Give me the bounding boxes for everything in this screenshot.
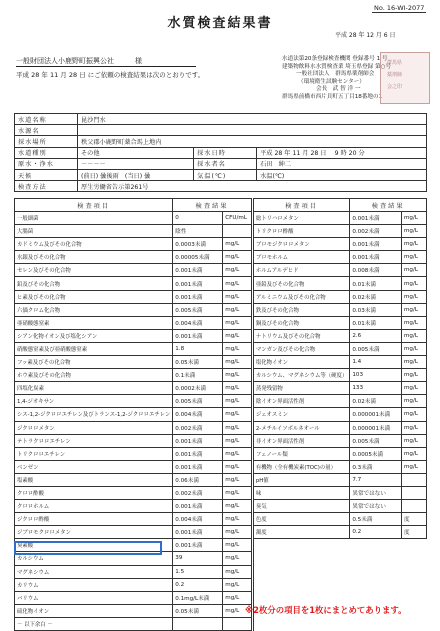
table-row (15, 225, 427, 238)
item-unit: mg/L (223, 591, 251, 604)
item-name: 臭素酸 (15, 539, 173, 552)
item-name: 亜鉛及びその化合物 (253, 277, 350, 290)
issuer-line: 群馬県前橋市西片貝町五丁目18番地の1 (282, 93, 383, 100)
info-value: 水温(℃) (257, 169, 427, 180)
table-row (15, 395, 427, 408)
table-row (15, 460, 427, 473)
item-value: 0.008未満 (350, 264, 402, 277)
item-unit: mg/L (223, 290, 251, 303)
item-name: バリウム (15, 591, 173, 604)
item-name: pH値 (253, 473, 350, 486)
issuer-line: 一般社団法人 群馬県薬剤師会 (296, 71, 375, 78)
item-unit: mg/L (401, 395, 426, 408)
item-value: 0.001未満 (350, 251, 402, 264)
results-header-row (15, 199, 427, 212)
item-name: ジブロモクロロメタン (15, 526, 173, 539)
item-name: クロロ酢酸 (15, 486, 173, 499)
item-unit: mg/L (223, 447, 251, 460)
item-value: 0.05未満 (173, 356, 223, 369)
info-value: その他 (78, 147, 194, 158)
table-row (15, 356, 427, 369)
item-name: 陰イオン界面活性剤 (253, 395, 350, 408)
official-seal: 群馬県 薬剤師 会之印 (380, 52, 430, 104)
item-value: 39 (173, 552, 223, 565)
issuer-line: 会長 武 智 洋 一 (316, 86, 361, 93)
item-unit: mg/L (223, 382, 251, 395)
item-name: 総トリハロメタン (253, 212, 350, 225)
issuer-line: 建築物飲料水水質検査業 埼玉県登録 第○号 (282, 63, 392, 70)
item-value: 0.02未満 (350, 290, 402, 303)
info-row (15, 147, 427, 158)
item-name: カリウム (15, 578, 173, 591)
issuer-line: 水道法第20条登録検査機関 登録番号 1 号 (282, 56, 388, 62)
item-name: カルシウム (15, 552, 173, 565)
info-label: 水道種別 (15, 147, 78, 158)
item-value: 0.004未満 (173, 316, 223, 329)
item-name: 1,4-ジオキサン (15, 395, 173, 408)
document-number: No. 16-WI-2077 (374, 4, 425, 12)
table-row (15, 486, 427, 499)
table-row (15, 290, 427, 303)
intro-text: 平成 28 年 11 月 28 日 にご依頼の検査結果は次のとおりです。 (16, 71, 205, 79)
item-unit: mg/L (401, 382, 426, 395)
item-value: 0.001未満 (173, 460, 223, 473)
item-unit: mg/L (223, 342, 251, 355)
item-unit: mg/L (223, 395, 251, 408)
info-row (15, 125, 427, 136)
item-name: ホルムアルデヒド (253, 264, 350, 277)
item-value: 0.001未満 (173, 277, 223, 290)
item-name: テトラクロロエチレン (15, 434, 173, 447)
item-unit (401, 500, 426, 513)
item-value: 1.8 (173, 342, 223, 355)
item-unit: mg/L (223, 251, 251, 264)
item-name: ヒ素及びその化合物 (15, 290, 173, 303)
info-label: 水源名 (15, 125, 78, 136)
item-name: カルシウム、マグネシウム等（硬度） (253, 369, 350, 382)
item-name: ホウ素及びその化合物 (15, 369, 173, 382)
item-unit: mg/L (401, 356, 426, 369)
item-value: 0.001未満 (173, 539, 223, 552)
item-name: トリクロロ酢酸 (253, 225, 350, 238)
item-name: 2-メチルイソボルネオール (253, 421, 350, 434)
item-unit: mg/L (401, 316, 426, 329)
item-unit: mg/L (401, 303, 426, 316)
item-value: 0.1mg/L未満 (173, 591, 223, 604)
item-unit: mg/L (223, 264, 251, 277)
item-unit: mg/L (401, 329, 426, 342)
item-value: 0.05未満 (173, 604, 223, 617)
item-unit: mg/L (223, 356, 251, 369)
item-value: 133 (350, 382, 402, 395)
item-value: 0.06未満 (173, 473, 223, 486)
table-row (15, 264, 427, 277)
info-label: 天候 (15, 169, 78, 180)
issue-date: 平成 28 年 12 月 6 日 (335, 32, 396, 39)
table-row (15, 421, 427, 434)
table-row (15, 526, 427, 539)
table-row (15, 513, 427, 526)
item-unit (223, 225, 251, 238)
item-name: マグネシウム (15, 565, 173, 578)
table-row (15, 617, 427, 630)
item-name: 蒸発残留物 (253, 382, 350, 395)
info-value: 昆沙門水 (78, 114, 427, 125)
item-unit: mg/L (223, 316, 251, 329)
item-value: 0.0002未満 (173, 382, 223, 395)
table-row (15, 369, 427, 382)
item-unit: mg/L (401, 408, 426, 421)
info-label: 原水・浄水 (15, 158, 78, 169)
item-unit: mg/L (223, 578, 251, 591)
results-table (14, 198, 427, 631)
item-unit: mg/L (401, 434, 426, 447)
item-value: 1.4 (350, 356, 402, 369)
info-value: (前日) 曇後雨 (当日) 曇 (78, 169, 194, 180)
item-name: 銅及びその化合物 (253, 316, 350, 329)
item-value: 0.0003未満 (173, 238, 223, 251)
item-name: 硫化物イオン (15, 604, 173, 617)
item-value: 0.001未満 (173, 447, 223, 460)
item-name: シアン化物イオン及び塩化シアン (15, 329, 173, 342)
item-value: 0.5未満 (350, 513, 402, 526)
item-name: シス-1,2-ジクロロエチレン及びトランス-1,2-ジクロロエチレン (15, 408, 173, 421)
item-value (173, 617, 223, 630)
item-name: 塩化物イオン (253, 356, 350, 369)
item-name: 濁度 (253, 526, 350, 539)
column-header: 検査結果 (350, 199, 427, 212)
item-value: 0.001未満 (173, 526, 223, 539)
issuer-line: （環境衛生試験センター） (298, 78, 365, 85)
item-value: 0.005未満 (173, 395, 223, 408)
table-row (15, 382, 427, 395)
item-unit: CFU/mL (223, 212, 251, 225)
info-value: 平成 28 年 11 月 28 日 9 時 20 分 (257, 147, 427, 158)
item-name: フェノール類 (253, 447, 350, 460)
item-value: 2.6 (350, 329, 402, 342)
info-row (15, 181, 427, 192)
item-value: 0.001未満 (350, 238, 402, 251)
item-name: ブロモホルム (253, 251, 350, 264)
item-name: ジクロロ酢酸 (15, 513, 173, 526)
item-unit: mg/L (223, 473, 251, 486)
info-label: 水道名称 (15, 114, 78, 125)
table-row (15, 565, 427, 578)
item-name: ブロモジクロロメタン (253, 238, 350, 251)
item-unit: mg/L (401, 251, 426, 264)
item-unit: mg/L (223, 486, 251, 499)
item-unit: mg/L (223, 513, 251, 526)
item-unit: mg/L (223, 604, 251, 617)
item-unit: mg/L (401, 277, 426, 290)
info-value (78, 125, 427, 136)
table-row (15, 591, 427, 604)
table-row (15, 434, 427, 447)
item-name: 四塩化炭素 (15, 382, 173, 395)
info-row (15, 169, 427, 180)
item-name: トリクロロエチレン (15, 447, 173, 460)
item-value: 0.001未満 (173, 434, 223, 447)
item-name: － 以下余白 － (15, 617, 173, 630)
item-name: 色度 (253, 513, 350, 526)
item-value: 0.2 (173, 578, 223, 591)
item-value: 0.000001未満 (350, 421, 402, 434)
item-name: 非イオン界面活性剤 (253, 434, 350, 447)
item-unit: mg/L (223, 460, 251, 473)
table-row (15, 251, 427, 264)
item-value: 0.002未満 (350, 225, 402, 238)
item-value: 0.01未満 (350, 277, 402, 290)
item-value: 0.002未満 (173, 486, 223, 499)
item-name: カドミウム及びその化合物 (15, 238, 173, 251)
info-label: 気温(℃) (194, 169, 257, 180)
item-unit: mg/L (223, 552, 251, 565)
item-name: 大腸菌 (15, 225, 173, 238)
column-header: 検査項目 (15, 199, 173, 212)
item-name: 味 (253, 486, 350, 499)
table-row (15, 447, 427, 460)
item-unit: mg/L (401, 447, 426, 460)
table-row (15, 212, 427, 225)
item-name: ジェオスミン (253, 408, 350, 421)
item-unit: mg/L (223, 526, 251, 539)
item-unit: mg/L (223, 539, 251, 552)
item-unit: mg/L (401, 225, 426, 238)
item-unit: mg/L (223, 408, 251, 421)
info-label: 採水場所 (15, 136, 78, 147)
item-unit: mg/L (223, 500, 251, 513)
item-value: 0.004未満 (173, 513, 223, 526)
item-name: 亜硝酸態窒素 (15, 316, 173, 329)
item-unit (401, 486, 426, 499)
item-value: 0.001未満 (173, 329, 223, 342)
table-row (15, 329, 427, 342)
item-unit: mg/L (223, 238, 251, 251)
table-row (15, 500, 427, 513)
info-value: 石田 紳二 (257, 158, 427, 169)
item-unit: mg/L (223, 565, 251, 578)
info-value: 秩父郡小鹿野町薬合馬上地内 (78, 136, 427, 147)
item-unit: mg/L (223, 434, 251, 447)
item-unit: mg/L (223, 303, 251, 316)
item-unit: mg/L (401, 290, 426, 303)
item-name: 硝酸態窒素及び亜硝酸態窒素 (15, 342, 173, 355)
sample-info-table (14, 113, 427, 192)
item-name: 塩素酸 (15, 473, 173, 486)
item-name: 鉛及びその化合物 (15, 277, 173, 290)
info-row (15, 114, 427, 125)
item-unit: mg/L (223, 421, 251, 434)
table-row (15, 473, 427, 486)
table-row (15, 408, 427, 421)
item-unit: 度 (401, 513, 426, 526)
item-value: 0.005未満 (173, 303, 223, 316)
item-name: クロロホルム (15, 500, 173, 513)
item-value: 0.001未満 (173, 290, 223, 303)
item-unit: 度 (401, 526, 426, 539)
table-row (15, 578, 427, 591)
item-unit (223, 617, 251, 630)
item-name: ナトリウム及びその化合物 (253, 329, 350, 342)
item-value: 0.00005未満 (173, 251, 223, 264)
column-header: 検査項目 (253, 199, 350, 212)
info-row (15, 136, 427, 147)
info-value: 厚生労働省告示第261号 (78, 181, 427, 192)
item-value: 0.001未満 (350, 212, 402, 225)
item-name: 六価クロム化合物 (15, 303, 173, 316)
item-value: 103 (350, 369, 402, 382)
item-value: 異常ではない (350, 500, 402, 513)
item-unit: mg/L (401, 212, 426, 225)
info-label: 採水者名 (194, 158, 257, 169)
item-unit: mg/L (401, 421, 426, 434)
item-name: 鉄及びその化合物 (253, 303, 350, 316)
column-header: 検査結果 (173, 199, 251, 212)
item-unit: mg/L (401, 369, 426, 382)
item-value: 7.7 (350, 473, 402, 486)
item-value: 0.01未満 (350, 316, 402, 329)
item-value: 陰性 (173, 225, 223, 238)
item-name: 一般細菌 (15, 212, 173, 225)
item-value: 0.000001未満 (350, 408, 402, 421)
info-label: 採水日時 (194, 147, 257, 158)
item-name: アルミニウム及びその化合物 (253, 290, 350, 303)
item-value: 0 (173, 212, 223, 225)
item-unit: mg/L (401, 342, 426, 355)
item-unit: mg/L (223, 369, 251, 382)
item-value: 0.005未満 (350, 434, 402, 447)
item-name: マンガン及びその化合物 (253, 342, 350, 355)
table-row (15, 303, 427, 316)
table-row (15, 277, 427, 290)
info-label: 検査方法 (15, 181, 78, 192)
item-value: 0.1未満 (173, 369, 223, 382)
item-name: ベンゼン (15, 460, 173, 473)
item-value: 0.004未満 (173, 408, 223, 421)
item-name: ジクロロメタン (15, 421, 173, 434)
item-name: 水銀及びその化合物 (15, 251, 173, 264)
item-value: 異常ではない (350, 486, 402, 499)
footer-note: ※2枚分の項目を1枚にまとめてあります。 (245, 605, 407, 615)
item-name: 有機物（全有機炭素(TOC)の量） (253, 460, 350, 473)
item-value: 0.03未満 (350, 303, 402, 316)
info-value: －－－－ (78, 158, 194, 169)
recipient: 一般財団法人小鹿野町振興公社 様 (16, 56, 196, 67)
calcium-highlight-box (14, 541, 162, 555)
item-name: セレン及びその化合物 (15, 264, 173, 277)
item-value: 1.5 (173, 565, 223, 578)
item-value: 0.3未満 (350, 460, 402, 473)
info-row (15, 158, 427, 169)
page-title: 水質検査結果書 (167, 16, 273, 31)
item-value: 0.2 (350, 526, 402, 539)
item-value: 0.001未満 (173, 500, 223, 513)
item-value: 0.001未満 (173, 264, 223, 277)
table-row (15, 342, 427, 355)
table-row (15, 238, 427, 251)
item-unit (401, 473, 426, 486)
item-name: フッ素及びその化合物 (15, 356, 173, 369)
item-value: 0.005未満 (350, 342, 402, 355)
item-unit: mg/L (223, 329, 251, 342)
item-unit: mg/L (223, 277, 251, 290)
table-row (15, 316, 427, 329)
item-unit: mg/L (401, 460, 426, 473)
item-name: 臭気 (253, 500, 350, 513)
item-value: 0.0005未満 (350, 447, 402, 460)
item-value: 0.002未満 (173, 421, 223, 434)
item-unit: mg/L (401, 264, 426, 277)
item-unit: mg/L (401, 238, 426, 251)
item-value: 0.02未満 (350, 395, 402, 408)
